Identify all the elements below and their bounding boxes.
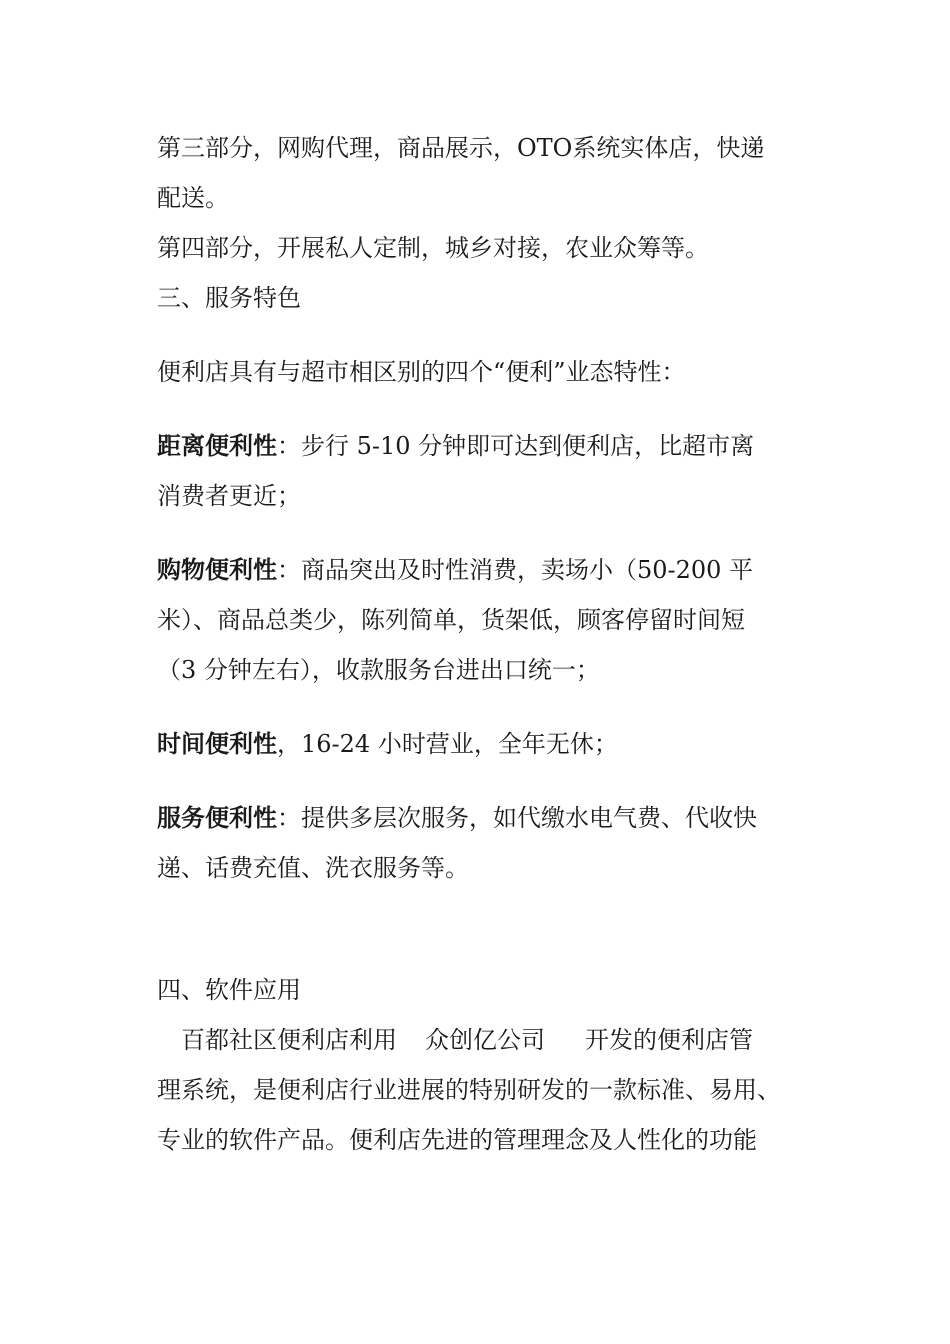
software-text-a: 百都社区便利店利用 xyxy=(181,1026,397,1054)
section4-heading: 四、软件应用 xyxy=(157,976,301,1004)
service-term: 服务便利性 xyxy=(157,804,277,832)
part3-line1: 第三部分，网购代理，商品展示，OTO系统实体店，快递 xyxy=(157,134,765,162)
service-line1 xyxy=(157,803,757,833)
software-company: 众创亿公司 xyxy=(425,1026,545,1054)
intro-line: 便利店具有与超市相区别的四个“便利”业态特性： xyxy=(157,358,686,386)
part3-line2: 配送。 xyxy=(157,184,229,212)
shopping-line1 xyxy=(157,555,753,585)
software-line3: 专业的软件产品。便利店先进的管理理念及人性化的功能 xyxy=(157,1126,757,1154)
software-line2: 理系统，是便利店行业进展的特别研发的一款标准、易用、 xyxy=(157,1076,781,1104)
shopping-line3: （3 分钟左右），收款服务台进出口统一； xyxy=(157,656,600,684)
distance-text: ：步行 5-10 分钟即可达到便利店，比超市离 xyxy=(277,432,755,460)
shopping-text: ：商品突出及时性消费，卖场小（50-200 平 xyxy=(277,556,754,584)
service-text: ：提供多层次服务，如代缴水电气费、代收快 xyxy=(277,804,757,832)
software-line1 xyxy=(181,1025,753,1055)
shopping-line2: 米）、商品总类少，陈列简单，货架低，顾客停留时间短 xyxy=(157,606,745,634)
distance-line1 xyxy=(157,431,754,461)
time-term: 时间便利性 xyxy=(157,730,277,758)
time-line1 xyxy=(157,729,618,759)
part4-line: 第四部分，开展私人定制，城乡对接，农业众筹等。 xyxy=(157,234,709,262)
section3-heading: 三、服务特色 xyxy=(157,284,301,312)
software-text-c: 开发的便利店管 xyxy=(585,1026,753,1054)
distance-line2: 消费者更近； xyxy=(157,482,301,510)
service-line2: 递、话费充值、洗衣服务等。 xyxy=(157,854,469,882)
time-text: ，16-24 小时营业，全年无休； xyxy=(277,730,618,758)
distance-term: 距离便利性 xyxy=(157,432,277,460)
shopping-term: 购物便利性 xyxy=(157,556,277,584)
